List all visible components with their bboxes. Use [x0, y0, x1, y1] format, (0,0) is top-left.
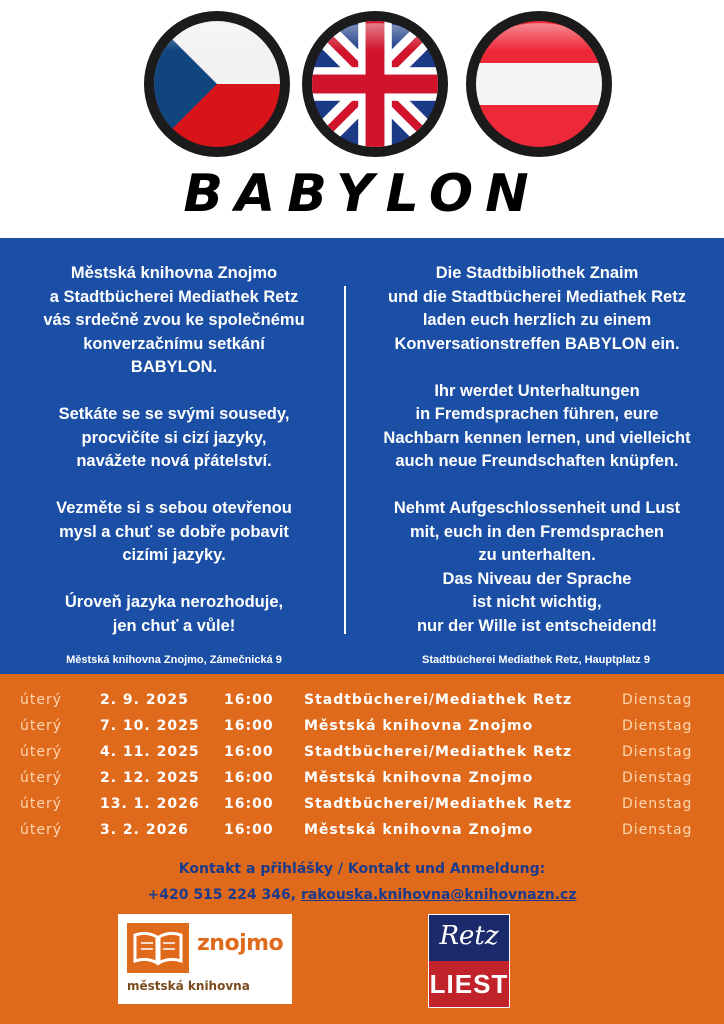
time: 16:00: [224, 796, 274, 812]
schedule-section: [0, 674, 724, 1024]
contact-phone[interactable]: +420 515 224 346,: [147, 887, 297, 903]
retz-liest-logo: [428, 914, 510, 1008]
uk-flag-icon: [302, 11, 448, 157]
czech-paragraph: Městská knihovna Znojmo a Stadtbücherei Mediathek Retz vás srdečně zvou ke společnému konverzačnímu setkání BABYLON.: [43, 264, 305, 376]
german-paragraph: Ihr werdet Unterhaltungen in Fremdsprachen führen, eure Nachbarn kennen lernen, und vielleicht auch neue Freundschaften knüpfen.: [383, 381, 691, 470]
german-paragraph: Die Stadtbibliothek Znaim und die Stadtbücherei Mediathek Retz laden euch herzlich zu einem Konversationstreffen BABYLON ein.: [388, 264, 686, 353]
venue: Městská knihovna Znojmo: [304, 718, 534, 734]
czech-paragraph: Vezměte si s sebou otevřenou mysl a chuť se dobře pobavit cizími jazyky.: [56, 499, 292, 564]
day-de: Dienstag: [622, 796, 693, 812]
day-de: Dienstag: [622, 822, 693, 838]
time: 16:00: [224, 692, 274, 708]
venue: Stadtbücherei/Mediathek Retz: [304, 796, 573, 812]
znojmo-logo-subtitle: městská knihovna: [127, 979, 250, 993]
intro-section: [0, 238, 724, 674]
schedule-row: [0, 822, 724, 846]
czech-paragraph: Setkáte se se svými sousedy, procvičíte si cizí jazyky, navážete nová přátelství.: [58, 405, 290, 470]
contact-email-link[interactable]: rakouska.knihovna@knihovnazn.cz: [300, 887, 577, 903]
czech-paragraph: Úroveň jazyka nerozhoduje, jen chuť a vůle!: [64, 593, 284, 635]
day-de: Dienstag: [622, 692, 693, 708]
day-cz: úterý: [20, 796, 63, 812]
day-cz: úterý: [20, 718, 63, 734]
retz-logo-bottom: LIEST: [429, 961, 509, 1007]
day-cz: úterý: [20, 692, 63, 708]
venue: Stadtbücherei/Mediathek Retz: [304, 744, 573, 760]
schedule-row: [0, 744, 724, 768]
time: 16:00: [224, 770, 274, 786]
contact-heading: Kontakt a přihlášky / Kontakt und Anmeldung:: [178, 861, 546, 877]
german-text-column: [356, 262, 718, 662]
day-de: Dienstag: [622, 744, 693, 760]
venue: Městská knihovna Znojmo: [304, 822, 534, 838]
day-cz: úterý: [20, 770, 63, 786]
day-cz: úterý: [20, 744, 63, 760]
header: [0, 0, 724, 238]
time: 16:00: [224, 744, 274, 760]
german-address: Stadtbücherei Mediathek Retz, Hauptplatz 9: [422, 654, 650, 666]
znojmo-library-logo: [118, 914, 292, 1004]
day-de: Dienstag: [622, 718, 693, 734]
day-cz: úterý: [20, 822, 63, 838]
schedule-row: [0, 718, 724, 742]
austria-flag-icon: [466, 11, 612, 157]
german-paragraph: Nehmt Aufgeschlossenheit und Lust mit, euch in den Fremdsprachen zu unterhalten. Das Niveau der Sprache ist nicht wichtig, nur der Wille ist entscheidend!: [393, 499, 681, 635]
time: 16:00: [224, 822, 274, 838]
date: 3. 2. 2026: [100, 822, 189, 838]
date: 4. 11. 2025: [100, 744, 200, 760]
column-divider: [344, 286, 346, 634]
czech-text-column: [18, 262, 330, 662]
venue: Stadtbücherei/Mediathek Retz: [304, 692, 573, 708]
date: 2. 12. 2025: [100, 770, 200, 786]
znojmo-logo-name: znojmo: [197, 931, 284, 956]
contact-line: [0, 882, 724, 908]
page-title: BABYLON: [183, 164, 541, 224]
schedule-row: [0, 796, 724, 820]
open-book-icon: [127, 923, 189, 973]
retz-logo-top: Retz: [439, 921, 499, 951]
contact-block: [0, 856, 724, 908]
date: 7. 10. 2025: [100, 718, 200, 734]
czech-flag-icon: [144, 11, 290, 157]
venue: Městská knihovna Znojmo: [304, 770, 534, 786]
czech-address: Městská knihovna Znojmo, Zámečnická 9: [66, 654, 282, 666]
date: 13. 1. 2026: [100, 796, 200, 812]
schedule-row: [0, 692, 724, 716]
day-de: Dienstag: [622, 770, 693, 786]
time: 16:00: [224, 718, 274, 734]
date: 2. 9. 2025: [100, 692, 189, 708]
schedule-row: [0, 770, 724, 794]
